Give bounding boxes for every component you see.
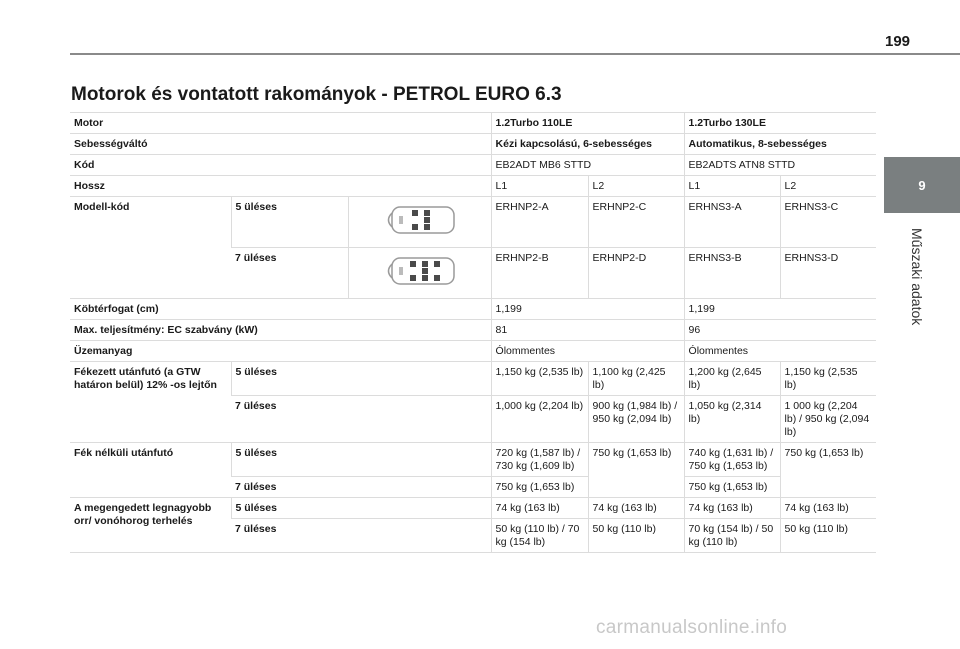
cell: 750 kg (1,653 lb) [780, 443, 876, 498]
seats-label: 5 üléses [231, 498, 491, 519]
cell: 740 kg (1,631 lb) / 750 kg (1,653 lb) [684, 443, 780, 477]
table-row [70, 299, 876, 320]
row-label: Sebességváltó [70, 134, 491, 155]
page-title: Motorok és vontatott rakományok - PETROL EURO 6.3 [71, 84, 562, 105]
cell: 1,000 kg (2,204 lb) [491, 396, 588, 443]
row-label: Kód [70, 155, 491, 176]
seats-label: 5 üléses [231, 443, 491, 477]
cell: ERHNS3-B [684, 248, 780, 299]
seats-label: 7 üléses [231, 396, 491, 443]
car-7-seat-icon [348, 248, 491, 299]
seats-label: 5 üléses [231, 362, 491, 396]
cell: ERHNS3-D [780, 248, 876, 299]
cell: 96 [684, 320, 876, 341]
row-label: Üzemanyag [70, 341, 491, 362]
cell: Ólommentes [684, 341, 876, 362]
row-label: Modell-kód [70, 197, 231, 299]
table-row [70, 176, 876, 197]
cell: 900 kg (1,984 lb) / 950 kg (2,094 lb) [588, 396, 684, 443]
cell: Ólommentes [491, 341, 684, 362]
cell: 720 kg (1,587 lb) / 730 kg (1,609 lb) [491, 443, 588, 477]
seats-label: 5 üléses [231, 197, 348, 248]
cell: EB2ADT MB6 STTD [491, 155, 684, 176]
cell: 74 kg (163 lb) [491, 498, 588, 519]
table-row [70, 443, 876, 477]
seats-label: 7 üléses [231, 477, 491, 498]
cell: L1 [684, 176, 780, 197]
cell: ERHNP2-D [588, 248, 684, 299]
chapter-tab: 9 [884, 157, 960, 213]
table-row [70, 134, 876, 155]
cell: Automatikus, 8-sebességes [684, 134, 876, 155]
car-5-seat-icon [348, 197, 491, 248]
cell: 50 kg (110 lb) [588, 519, 684, 553]
cell: 70 kg (154 lb) / 50 kg (110 lb) [684, 519, 780, 553]
row-label: A megengedett legnagyobb orr/ vonóhorog terhelés [70, 498, 231, 553]
table-row [70, 197, 876, 248]
cell: 1,200 kg (2,645 lb) [684, 362, 780, 396]
row-label: Köbtérfogat (cm) [70, 299, 491, 320]
cell: L2 [780, 176, 876, 197]
watermark: carmanualsonline.info [596, 617, 788, 638]
table-row [70, 155, 876, 176]
table-row [70, 341, 876, 362]
cell: L2 [588, 176, 684, 197]
cell: 74 kg (163 lb) [684, 498, 780, 519]
table-row [70, 113, 876, 134]
cell: 1,199 [684, 299, 876, 320]
header-rule [70, 53, 960, 55]
cell: EB2ADTS ATN8 STTD [684, 155, 876, 176]
row-label: Fék nélküli utánfutó [70, 443, 231, 498]
row-label: Hossz [70, 176, 491, 197]
cell: 1,100 kg (2,425 lb) [588, 362, 684, 396]
cell: 750 kg (1,653 lb) [491, 477, 588, 498]
row-label: Fékezett utánfutó (a GTW határon belül) 12% -os lejtőn [70, 362, 231, 443]
cell: 1,050 kg (2,314 lb) [684, 396, 780, 443]
cell: 1,150 kg (2,535 lb) [780, 362, 876, 396]
cell: 1 000 kg (2,204 lb) / 950 kg (2,094 lb) [780, 396, 876, 443]
cell: ERHNP2-C [588, 197, 684, 248]
cell: Kézi kapcsolású, 6-sebességes [491, 134, 684, 155]
cell: 750 kg (1,653 lb) [588, 443, 684, 498]
cell: 1.2Turbo 130LE [684, 113, 876, 134]
table-row [70, 362, 876, 396]
cell: L1 [491, 176, 588, 197]
seats-label: 7 üléses [231, 248, 348, 299]
row-label: Motor [70, 113, 491, 134]
cell: 1.2Turbo 110LE [491, 113, 684, 134]
cell: 74 kg (163 lb) [588, 498, 684, 519]
cell: 1,199 [491, 299, 684, 320]
cell: 81 [491, 320, 684, 341]
table-row [70, 498, 876, 519]
chapter-label: Műszaki adatok [909, 228, 925, 326]
cell: ERHNS3-A [684, 197, 780, 248]
cell: 74 kg (163 lb) [780, 498, 876, 519]
table-row [70, 320, 876, 341]
cell: ERHNS3-C [780, 197, 876, 248]
cell: ERHNP2-B [491, 248, 588, 299]
seats-label: 7 üléses [231, 519, 491, 553]
engine-spec-table [70, 112, 876, 553]
cell: 1,150 kg (2,535 lb) [491, 362, 588, 396]
cell: ERHNP2-A [491, 197, 588, 248]
row-label: Max. teljesítmény: EC szabvány (kW) [70, 320, 491, 341]
page-number: 199 [885, 33, 911, 50]
cell: 50 kg (110 lb) [780, 519, 876, 553]
cell: 750 kg (1,653 lb) [684, 477, 780, 498]
cell: 50 kg (110 lb) / 70 kg (154 lb) [491, 519, 588, 553]
